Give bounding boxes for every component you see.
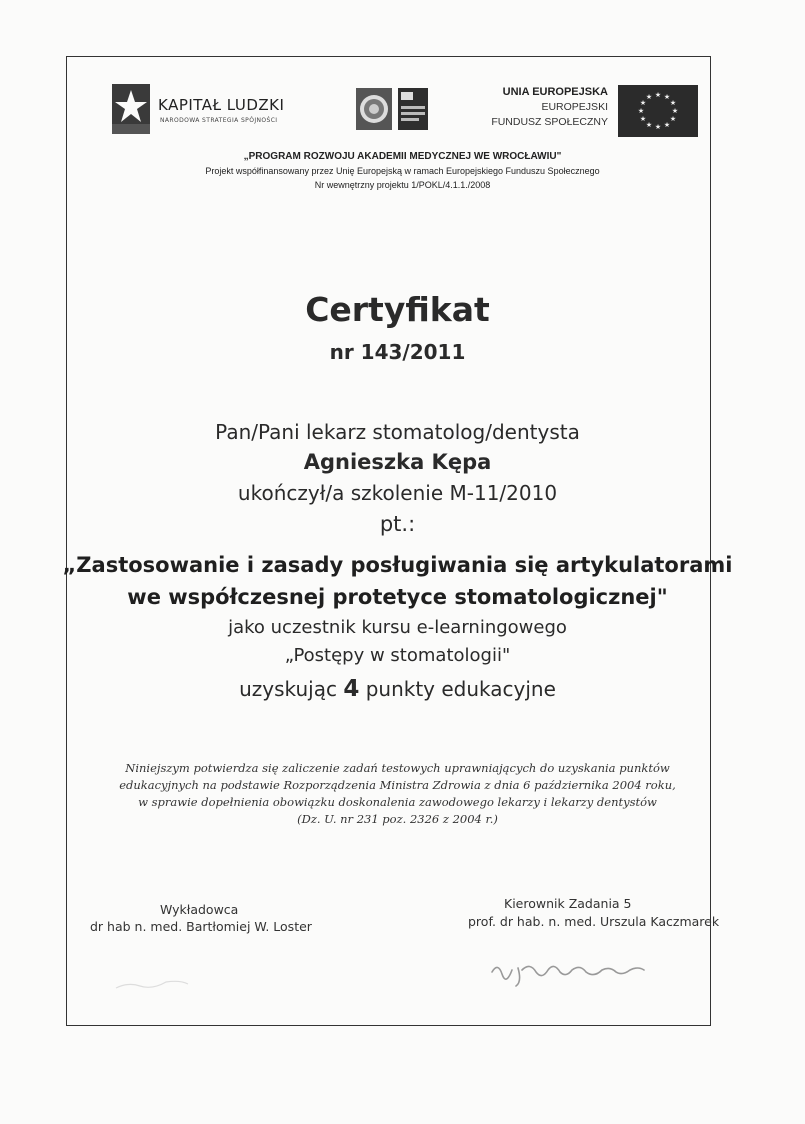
recipient-title: Pan/Pani lekarz stomatolog/dentysta xyxy=(215,420,580,444)
svg-text:★: ★ xyxy=(645,93,653,101)
points-value: 4 xyxy=(343,676,360,702)
svg-text:★: ★ xyxy=(671,107,679,115)
program-title: „PROGRAM ROZWOJU AKADEMII MEDYCZNEJ WE WROCŁAWIU" xyxy=(243,151,562,162)
eu-name: UNIA EUROPEJSKA xyxy=(502,86,608,98)
certificate-title: Certyfikat xyxy=(305,290,490,329)
training-completed: ukończył/a szkolenie M-11/2010 xyxy=(237,481,558,505)
lecturer-role: Wykładowca xyxy=(160,902,239,917)
course-name: „Postępy w stomatologii" xyxy=(284,645,511,666)
points-prefix: uzyskując xyxy=(239,677,337,701)
certificate-border xyxy=(66,56,711,1026)
kapital-ludzki-title: KAPITAŁ LUDZKI xyxy=(158,96,285,114)
eu-fund-line1: EUROPEJSKI xyxy=(541,101,608,113)
recipient-name: Agnieszka Kępa xyxy=(303,450,492,474)
eu-flag-icon xyxy=(618,85,698,137)
eu-fund-line2: FUNDUSZ SPOŁECZNY xyxy=(491,116,608,128)
training-topic-line2: we współczesnej protetyce stomatologicznej" xyxy=(127,585,668,609)
kapital-ludzki-logo-icon xyxy=(112,84,150,134)
points-line xyxy=(0,676,795,702)
svg-text:★: ★ xyxy=(669,99,677,107)
legal-line-4: (Dz. U. nr 231 poz. 2326 z 2004 r.) xyxy=(297,812,498,826)
svg-text:★: ★ xyxy=(654,123,662,131)
svg-text:★: ★ xyxy=(637,107,645,115)
task-manager-name: prof. dr hab. n. med. Urszula Kaczmarek xyxy=(468,914,720,929)
handwritten-signature-icon xyxy=(488,948,658,988)
points-suffix: punkty edukacyjne xyxy=(365,677,556,701)
svg-text:★: ★ xyxy=(639,115,647,123)
svg-text:★: ★ xyxy=(639,99,647,107)
university-seal-icon xyxy=(356,88,392,130)
svg-text:★: ★ xyxy=(645,121,653,129)
program-logo-icon xyxy=(398,88,428,130)
course-participant: jako uczestnik kursu e-learningowego xyxy=(228,617,567,638)
svg-text:★: ★ xyxy=(663,93,671,101)
legal-line-2: edukacyjnych na podstawie Rozporządzenia Ministra Zdrowia z dnia 6 października 2004 roku, xyxy=(119,778,676,792)
legal-line-3: w sprawie dopełnienia obowiązku doskonalenia zawodowego lekarzy i lekarzy dentystów xyxy=(138,795,657,809)
task-manager-role: Kierownik Zadania 5 xyxy=(504,896,632,911)
certificate-number: nr 143/2011 xyxy=(329,340,466,364)
lecturer-name: dr hab n. med. Bartłomiej W. Loster xyxy=(90,919,312,934)
svg-text:★: ★ xyxy=(654,91,662,99)
faint-signature-icon xyxy=(110,960,220,1000)
svg-text:★: ★ xyxy=(663,121,671,129)
svg-text:★: ★ xyxy=(669,115,677,123)
pt-label: pt.: xyxy=(379,512,416,536)
program-cofinancing: Projekt współfinansowany przez Unię Europejską w ramach Europejskiego Funduszu Społecznego xyxy=(205,166,600,176)
training-topic-line1: „Zastosowanie i zasady posługiwania się artykulatorami xyxy=(62,553,733,577)
kapital-ludzki-subtitle: NARODOWA STRATEGIA SPÓJNOŚCI xyxy=(160,117,278,124)
program-internal-number: Nr wewnętrzny projektu 1/POKL/4.1.1./2008 xyxy=(314,180,491,190)
legal-line-1: Niniejszym potwierdza się zaliczenie zadań testowych uprawniających do uzyskania punktów xyxy=(125,761,670,775)
